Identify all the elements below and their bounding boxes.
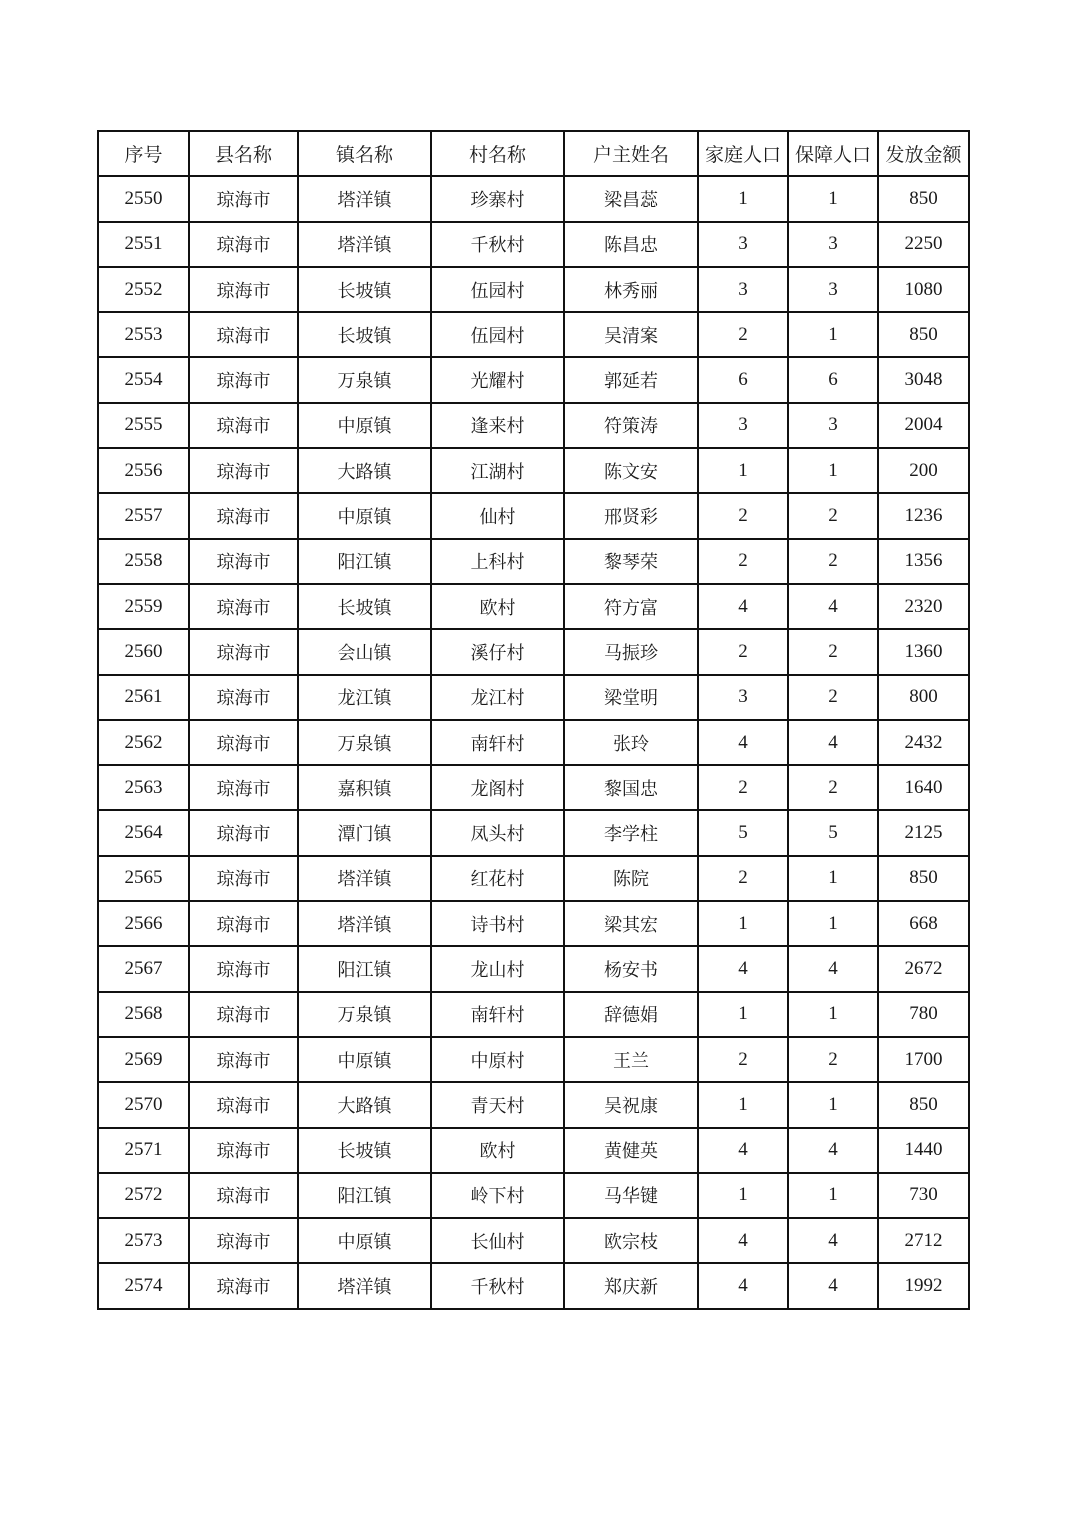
covered-population-cell: 5 <box>788 810 878 855</box>
village-name-cell: 光耀村 <box>431 357 564 402</box>
householder-name-cell: 郑庆新 <box>564 1263 698 1308</box>
family-population-cell: 1 <box>698 1082 788 1127</box>
family-population-cell: 4 <box>698 946 788 991</box>
serial-number-cell: 2570 <box>98 1082 189 1127</box>
payment-amount-cell: 780 <box>878 992 969 1037</box>
table-row <box>98 539 969 584</box>
county-name-cell: 琼海市 <box>189 810 298 855</box>
householder-name-cell: 黎琴荣 <box>564 539 698 584</box>
village-name-cell: 龙阁村 <box>431 765 564 810</box>
householder-name-cell: 马华键 <box>564 1173 698 1218</box>
covered-population-cell: 4 <box>788 1128 878 1173</box>
town-name-cell: 中原镇 <box>298 1037 431 1082</box>
serial-number-cell: 2550 <box>98 176 189 221</box>
serial-number-cell: 2554 <box>98 357 189 402</box>
covered-population-cell: 6 <box>788 357 878 402</box>
family-population-cell: 5 <box>698 810 788 855</box>
covered-population-cell: 2 <box>788 539 878 584</box>
payment-amount-cell: 850 <box>878 312 969 357</box>
payment-amount-cell: 2125 <box>878 810 969 855</box>
family-population-cell: 4 <box>698 584 788 629</box>
county-name-cell: 琼海市 <box>189 675 298 720</box>
covered-population-cell: 2 <box>788 675 878 720</box>
householder-name-cell: 王兰 <box>564 1037 698 1082</box>
village-name-cell: 逢来村 <box>431 403 564 448</box>
family-population-cell: 3 <box>698 403 788 448</box>
town-name-cell: 塔洋镇 <box>298 856 431 901</box>
table-row <box>98 267 969 312</box>
table-row <box>98 629 969 674</box>
payment-amount-cell: 668 <box>878 901 969 946</box>
table-row <box>98 1128 969 1173</box>
town-name-cell: 大路镇 <box>298 448 431 493</box>
village-name-cell: 龙山村 <box>431 946 564 991</box>
village-name-cell: 溪仔村 <box>431 629 564 674</box>
table-row <box>98 1082 969 1127</box>
covered-population-cell: 4 <box>788 1218 878 1263</box>
town-name-cell: 阳江镇 <box>298 946 431 991</box>
covered-population-cell: 1 <box>788 1173 878 1218</box>
town-name-cell: 中原镇 <box>298 1218 431 1263</box>
table-row <box>98 1218 969 1263</box>
payment-amount-cell: 1992 <box>878 1263 969 1308</box>
table-row <box>98 946 969 991</box>
town-name-cell: 塔洋镇 <box>298 222 431 267</box>
householder-name-cell: 陈昌忠 <box>564 222 698 267</box>
family-population-cell: 1 <box>698 992 788 1037</box>
table-row <box>98 1263 969 1308</box>
family-population-cell: 3 <box>698 222 788 267</box>
header-householder-name: 户主姓名 <box>564 131 698 176</box>
table-row <box>98 810 969 855</box>
householder-name-cell: 符方富 <box>564 584 698 629</box>
village-name-cell: 珍寨村 <box>431 176 564 221</box>
village-name-cell: 伍园村 <box>431 267 564 312</box>
family-population-cell: 1 <box>698 1173 788 1218</box>
county-name-cell: 琼海市 <box>189 629 298 674</box>
householder-name-cell: 梁其宏 <box>564 901 698 946</box>
payment-amount-cell: 850 <box>878 1082 969 1127</box>
village-name-cell: 欧村 <box>431 1128 564 1173</box>
covered-population-cell: 1 <box>788 856 878 901</box>
serial-number-cell: 2561 <box>98 675 189 720</box>
covered-population-cell: 2 <box>788 629 878 674</box>
county-name-cell: 琼海市 <box>189 720 298 765</box>
county-name-cell: 琼海市 <box>189 1037 298 1082</box>
serial-number-cell: 2563 <box>98 765 189 810</box>
town-name-cell: 万泉镇 <box>298 720 431 765</box>
serial-number-cell: 2552 <box>98 267 189 312</box>
table-body <box>98 176 969 1308</box>
county-name-cell: 琼海市 <box>189 1263 298 1308</box>
town-name-cell: 会山镇 <box>298 629 431 674</box>
table-row <box>98 1037 969 1082</box>
village-name-cell: 中原村 <box>431 1037 564 1082</box>
serial-number-cell: 2566 <box>98 901 189 946</box>
payment-amount-cell: 1360 <box>878 629 969 674</box>
payment-amount-cell: 2672 <box>878 946 969 991</box>
householder-name-cell: 辞德娟 <box>564 992 698 1037</box>
serial-number-cell: 2572 <box>98 1173 189 1218</box>
serial-number-cell: 2571 <box>98 1128 189 1173</box>
county-name-cell: 琼海市 <box>189 856 298 901</box>
county-name-cell: 琼海市 <box>189 946 298 991</box>
covered-population-cell: 1 <box>788 448 878 493</box>
county-name-cell: 琼海市 <box>189 765 298 810</box>
covered-population-cell: 1 <box>788 1082 878 1127</box>
village-name-cell: 南轩村 <box>431 720 564 765</box>
village-name-cell: 红花村 <box>431 856 564 901</box>
covered-population-cell: 4 <box>788 946 878 991</box>
table-row <box>98 357 969 402</box>
payment-amount-cell: 2320 <box>878 584 969 629</box>
table-row <box>98 765 969 810</box>
covered-population-cell: 3 <box>788 267 878 312</box>
family-population-cell: 3 <box>698 267 788 312</box>
householder-name-cell: 符策涛 <box>564 403 698 448</box>
family-population-cell: 4 <box>698 1128 788 1173</box>
village-name-cell: 仙村 <box>431 493 564 538</box>
family-population-cell: 6 <box>698 357 788 402</box>
payment-amount-cell: 1080 <box>878 267 969 312</box>
serial-number-cell: 2573 <box>98 1218 189 1263</box>
table-header-row <box>98 131 969 176</box>
town-name-cell: 中原镇 <box>298 493 431 538</box>
header-covered-population: 保障人口 <box>788 131 878 176</box>
covered-population-cell: 2 <box>788 493 878 538</box>
county-name-cell: 琼海市 <box>189 584 298 629</box>
family-population-cell: 2 <box>698 856 788 901</box>
serial-number-cell: 2551 <box>98 222 189 267</box>
payment-amount-cell: 800 <box>878 675 969 720</box>
header-family-population: 家庭人口 <box>698 131 788 176</box>
table-row <box>98 992 969 1037</box>
county-name-cell: 琼海市 <box>189 222 298 267</box>
county-name-cell: 琼海市 <box>189 448 298 493</box>
payment-amount-cell: 2004 <box>878 403 969 448</box>
serial-number-cell: 2564 <box>98 810 189 855</box>
village-name-cell: 岭下村 <box>431 1173 564 1218</box>
householder-name-cell: 黄健英 <box>564 1128 698 1173</box>
householder-name-cell: 吴清案 <box>564 312 698 357</box>
family-population-cell: 1 <box>698 901 788 946</box>
town-name-cell: 潭门镇 <box>298 810 431 855</box>
town-name-cell: 万泉镇 <box>298 357 431 402</box>
town-name-cell: 塔洋镇 <box>298 901 431 946</box>
serial-number-cell: 2565 <box>98 856 189 901</box>
town-name-cell: 塔洋镇 <box>298 176 431 221</box>
covered-population-cell: 1 <box>788 176 878 221</box>
householder-name-cell: 梁堂明 <box>564 675 698 720</box>
header-county-name: 县名称 <box>189 131 298 176</box>
householder-name-cell: 陈院 <box>564 856 698 901</box>
village-name-cell: 南轩村 <box>431 992 564 1037</box>
town-name-cell: 长坡镇 <box>298 267 431 312</box>
covered-population-cell: 1 <box>788 901 878 946</box>
householder-name-cell: 梁昌蕊 <box>564 176 698 221</box>
county-name-cell: 琼海市 <box>189 493 298 538</box>
family-population-cell: 4 <box>698 720 788 765</box>
family-population-cell: 2 <box>698 1037 788 1082</box>
town-name-cell: 万泉镇 <box>298 992 431 1037</box>
village-name-cell: 千秋村 <box>431 222 564 267</box>
table-row <box>98 493 969 538</box>
householder-name-cell: 黎国忠 <box>564 765 698 810</box>
village-name-cell: 伍园村 <box>431 312 564 357</box>
payment-amount-cell: 1236 <box>878 493 969 538</box>
covered-population-cell: 4 <box>788 1263 878 1308</box>
serial-number-cell: 2574 <box>98 1263 189 1308</box>
header-serial-number: 序号 <box>98 131 189 176</box>
householder-name-cell: 马振珍 <box>564 629 698 674</box>
covered-population-cell: 2 <box>788 765 878 810</box>
header-payment-amount: 发放金额 <box>878 131 969 176</box>
payment-amount-cell: 730 <box>878 1173 969 1218</box>
county-name-cell: 琼海市 <box>189 539 298 584</box>
covered-population-cell: 4 <box>788 584 878 629</box>
householder-name-cell: 吴祝康 <box>564 1082 698 1127</box>
table-row <box>98 312 969 357</box>
family-population-cell: 2 <box>698 312 788 357</box>
village-name-cell: 千秋村 <box>431 1263 564 1308</box>
family-population-cell: 3 <box>698 675 788 720</box>
family-population-cell: 4 <box>698 1263 788 1308</box>
householder-name-cell: 邢贤彩 <box>564 493 698 538</box>
county-name-cell: 琼海市 <box>189 267 298 312</box>
village-name-cell: 青天村 <box>431 1082 564 1127</box>
family-population-cell: 2 <box>698 629 788 674</box>
table-row <box>98 403 969 448</box>
village-name-cell: 欧村 <box>431 584 564 629</box>
householder-name-cell: 张玲 <box>564 720 698 765</box>
householder-name-cell: 陈文安 <box>564 448 698 493</box>
covered-population-cell: 4 <box>788 720 878 765</box>
payment-amount-cell: 2250 <box>878 222 969 267</box>
town-name-cell: 龙江镇 <box>298 675 431 720</box>
table-row <box>98 222 969 267</box>
table-row <box>98 584 969 629</box>
covered-population-cell: 3 <box>788 222 878 267</box>
town-name-cell: 阳江镇 <box>298 1173 431 1218</box>
header-village-name: 村名称 <box>431 131 564 176</box>
payment-amount-cell: 2432 <box>878 720 969 765</box>
town-name-cell: 塔洋镇 <box>298 1263 431 1308</box>
town-name-cell: 嘉积镇 <box>298 765 431 810</box>
header-town-name: 镇名称 <box>298 131 431 176</box>
householder-name-cell: 郭延若 <box>564 357 698 402</box>
serial-number-cell: 2556 <box>98 448 189 493</box>
family-population-cell: 1 <box>698 176 788 221</box>
town-name-cell: 大路镇 <box>298 1082 431 1127</box>
county-name-cell: 琼海市 <box>189 176 298 221</box>
family-population-cell: 2 <box>698 493 788 538</box>
serial-number-cell: 2567 <box>98 946 189 991</box>
family-population-cell: 2 <box>698 539 788 584</box>
county-name-cell: 琼海市 <box>189 901 298 946</box>
table-row <box>98 901 969 946</box>
village-name-cell: 诗书村 <box>431 901 564 946</box>
family-population-cell: 4 <box>698 1218 788 1263</box>
family-population-cell: 1 <box>698 448 788 493</box>
serial-number-cell: 2558 <box>98 539 189 584</box>
county-name-cell: 琼海市 <box>189 1128 298 1173</box>
county-name-cell: 琼海市 <box>189 992 298 1037</box>
payment-amount-cell: 1640 <box>878 765 969 810</box>
town-name-cell: 长坡镇 <box>298 1128 431 1173</box>
table-row <box>98 448 969 493</box>
serial-number-cell: 2568 <box>98 992 189 1037</box>
town-name-cell: 阳江镇 <box>298 539 431 584</box>
subsidy-table <box>97 130 970 1310</box>
serial-number-cell: 2557 <box>98 493 189 538</box>
serial-number-cell: 2560 <box>98 629 189 674</box>
family-population-cell: 2 <box>698 765 788 810</box>
payment-amount-cell: 3048 <box>878 357 969 402</box>
county-name-cell: 琼海市 <box>189 1218 298 1263</box>
covered-population-cell: 1 <box>788 992 878 1037</box>
payment-amount-cell: 1440 <box>878 1128 969 1173</box>
county-name-cell: 琼海市 <box>189 312 298 357</box>
village-name-cell: 江湖村 <box>431 448 564 493</box>
serial-number-cell: 2559 <box>98 584 189 629</box>
covered-population-cell: 2 <box>788 1037 878 1082</box>
town-name-cell: 中原镇 <box>298 403 431 448</box>
table-row <box>98 176 969 221</box>
payment-amount-cell: 200 <box>878 448 969 493</box>
village-name-cell: 龙江村 <box>431 675 564 720</box>
table-row <box>98 856 969 901</box>
serial-number-cell: 2569 <box>98 1037 189 1082</box>
covered-population-cell: 3 <box>788 403 878 448</box>
householder-name-cell: 欧宗枝 <box>564 1218 698 1263</box>
serial-number-cell: 2562 <box>98 720 189 765</box>
county-name-cell: 琼海市 <box>189 357 298 402</box>
serial-number-cell: 2555 <box>98 403 189 448</box>
county-name-cell: 琼海市 <box>189 1082 298 1127</box>
table-row <box>98 720 969 765</box>
town-name-cell: 长坡镇 <box>298 312 431 357</box>
serial-number-cell: 2553 <box>98 312 189 357</box>
table-row <box>98 1173 969 1218</box>
payment-amount-cell: 1700 <box>878 1037 969 1082</box>
town-name-cell: 长坡镇 <box>298 584 431 629</box>
county-name-cell: 琼海市 <box>189 403 298 448</box>
covered-population-cell: 1 <box>788 312 878 357</box>
payment-amount-cell: 1356 <box>878 539 969 584</box>
householder-name-cell: 林秀丽 <box>564 267 698 312</box>
village-name-cell: 长仙村 <box>431 1218 564 1263</box>
payment-amount-cell: 850 <box>878 176 969 221</box>
householder-name-cell: 李学柱 <box>564 810 698 855</box>
village-name-cell: 凤头村 <box>431 810 564 855</box>
payment-amount-cell: 850 <box>878 856 969 901</box>
table-row <box>98 675 969 720</box>
village-name-cell: 上科村 <box>431 539 564 584</box>
subsidy-table-container <box>97 130 970 1310</box>
householder-name-cell: 杨安书 <box>564 946 698 991</box>
county-name-cell: 琼海市 <box>189 1173 298 1218</box>
payment-amount-cell: 2712 <box>878 1218 969 1263</box>
